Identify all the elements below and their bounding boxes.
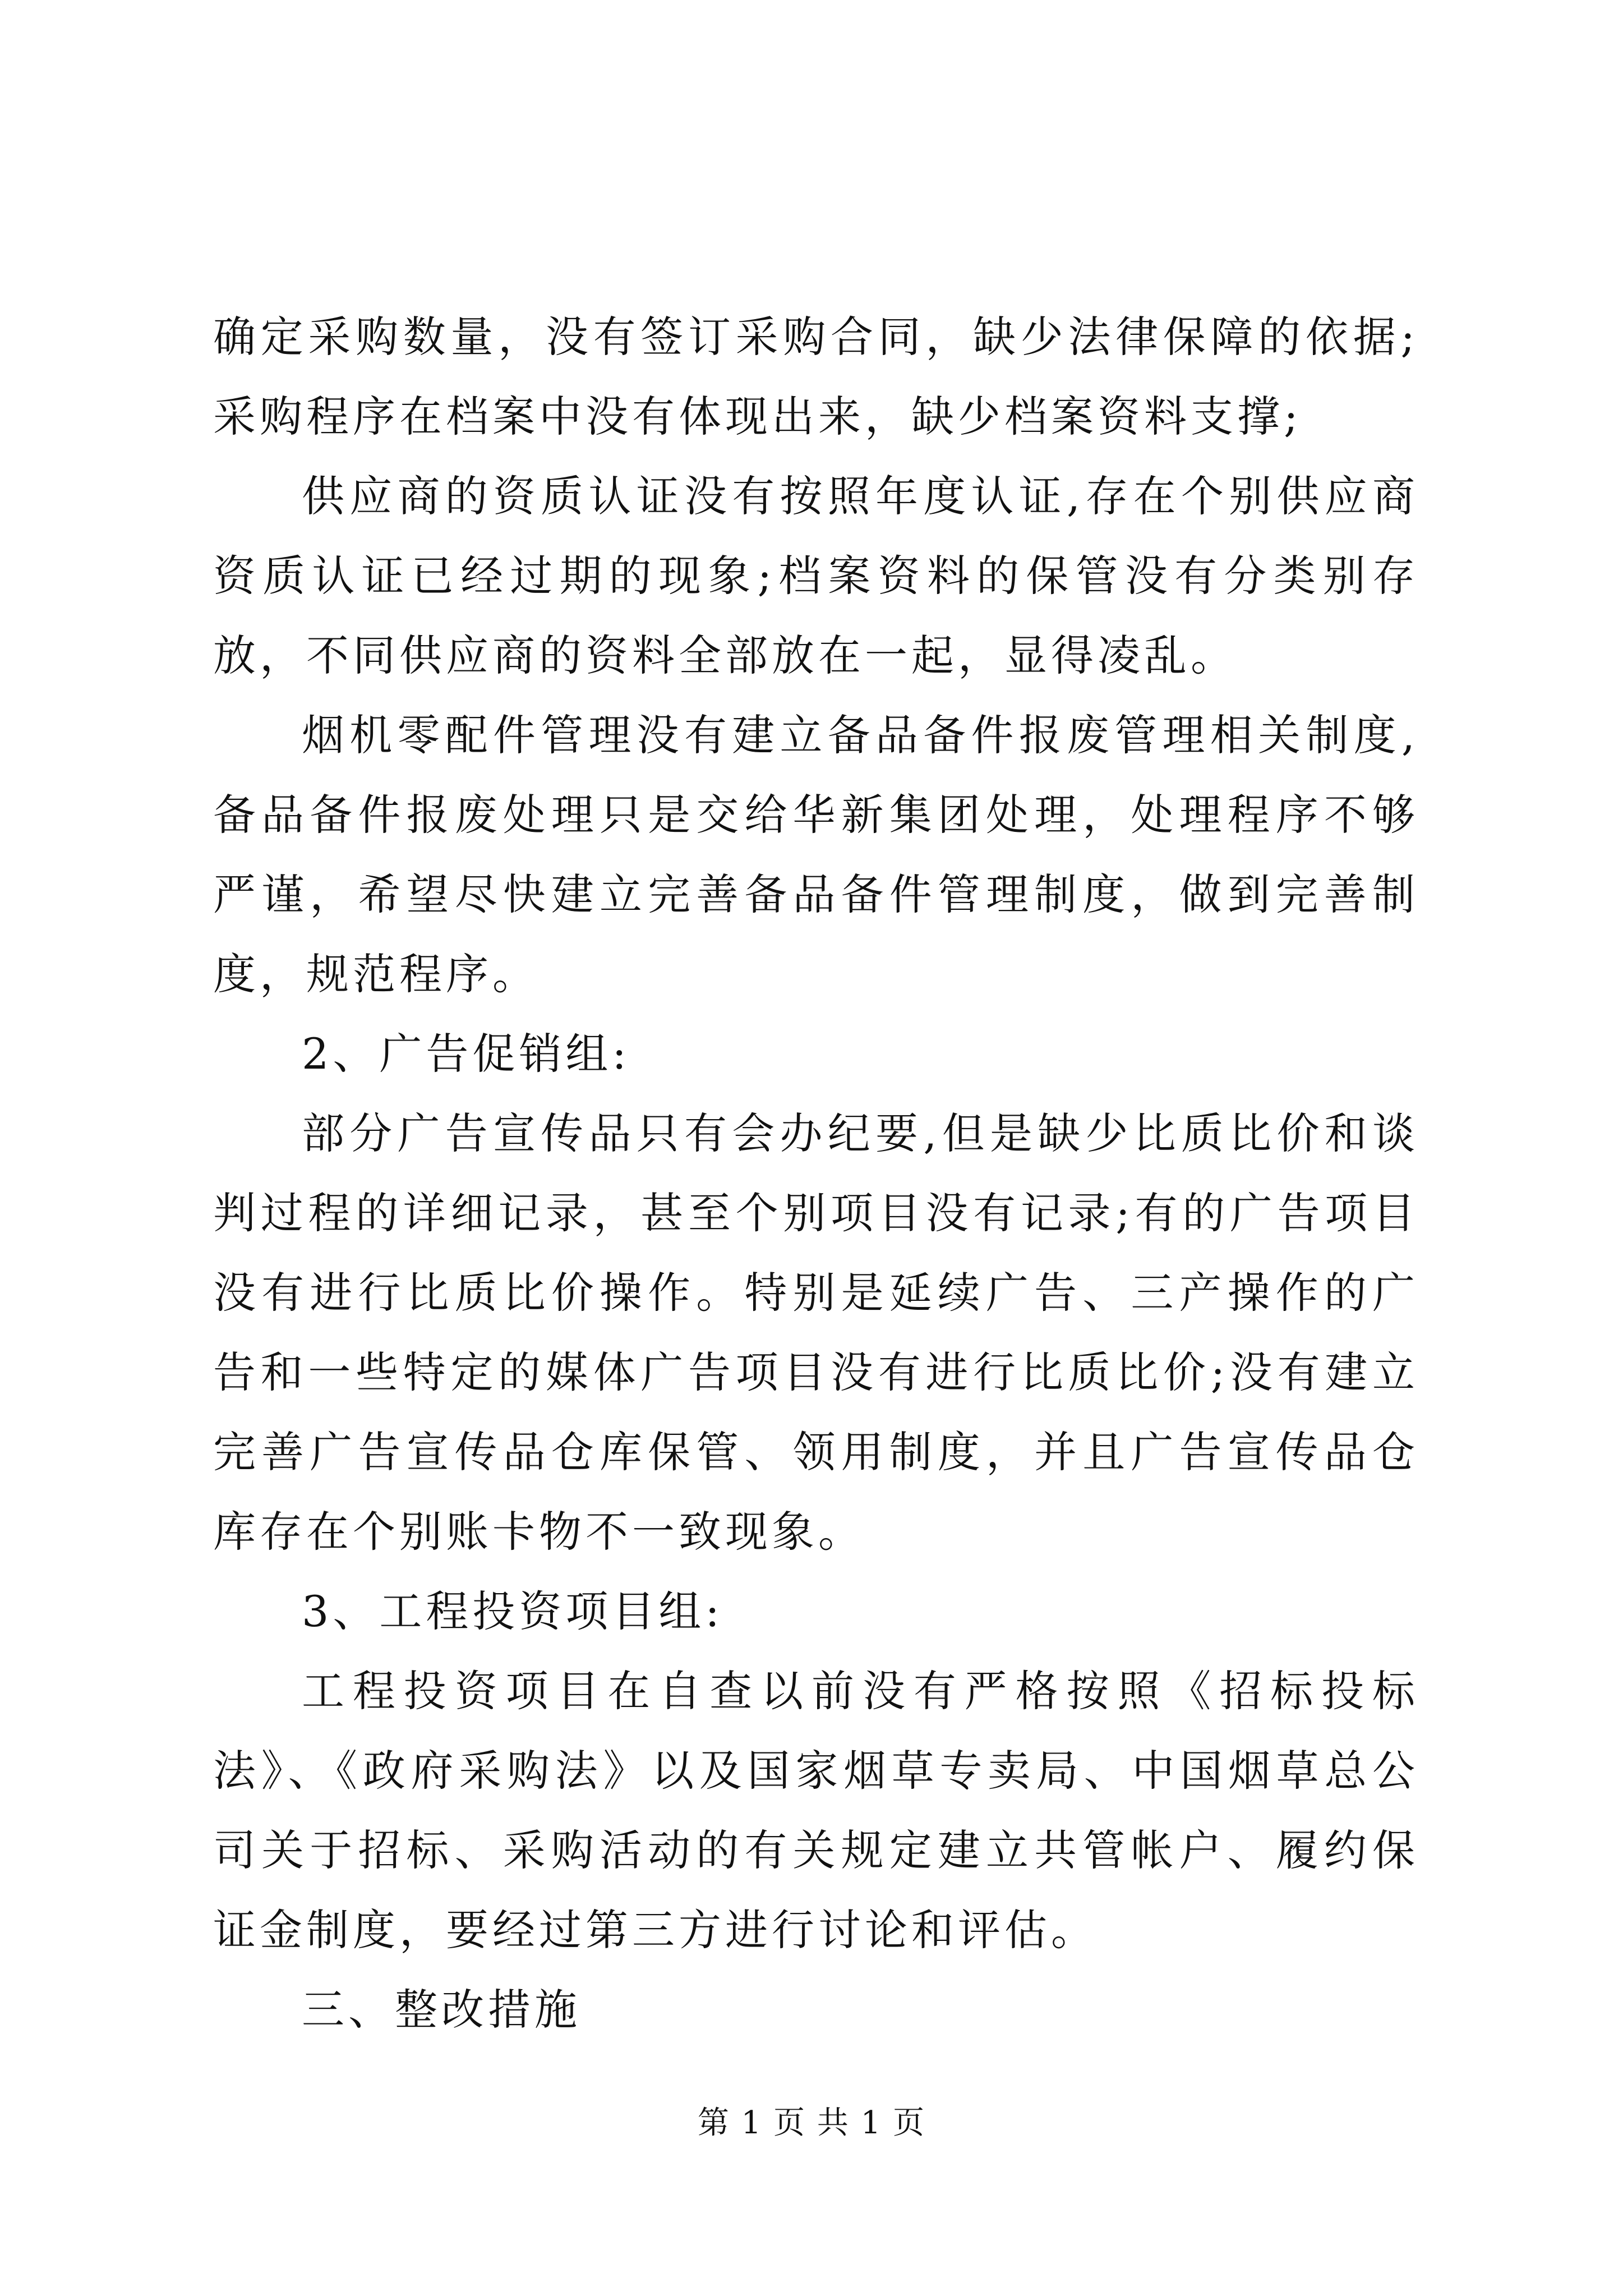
paragraph-engineering: 工程投资项目在自查以前没有严格按照《招标投标法》、《政府采购法》以及国家烟草专卖局、中国烟草总公司关于招标、采购活动的有关规定建立共管帐户、履约保证金制度，要经过第三方进行讨论和评估。 — [213, 1666, 1419, 1955]
paragraph-supplier-qualification: 供应商的资质认证没有按照年度认证,存在个别供应商资质认证已经过期的现象;档案资料的保管没有分类别存放，不同供应商的资料全部放在一起，显得凌乱。 — [213, 471, 1419, 680]
paragraph-spare-parts: 烟机零配件管理没有建立备品备件报废管理相关制度,备品备件报废处理只是交给华新集团处理，处理程序不够严谨，希望尽快建立完善备品备件管理制度，做到完善制度，规范程序。 — [213, 710, 1419, 999]
heading-advertising-group: 2、广告促销组: — [302, 1029, 630, 1079]
heading-engineering-group: 3、工程投资项目组: — [302, 1586, 723, 1636]
paragraph-advertising: 部分广告宣传品只有会办纪要,但是缺少比质比价和谈判过程的详细记录，甚至个别项目没有记录;有的广告项目没有进行比质比价操作。特别是延续广告、三产操作的广告和一些特定的媒体广告项目没有进行比质比价;没有建立完善广告宣传品仓库保管、领用制度，并且广告宣传品仓库存在个别账卡物不一致现象。 — [213, 1108, 1419, 1557]
document-body — [213, 297, 1419, 2050]
page-footer: 第 1 页 共 1 页 — [697, 2105, 926, 2141]
heading-rectification-measures: 三、整改措施 — [302, 1985, 581, 2035]
paragraph-procurement-quantity: 确定采购数量，没有签订采购合同，缺少法律保障的依据;采购程序在档案中没有体现出来，缺少档案资料支撑; — [213, 312, 1419, 441]
